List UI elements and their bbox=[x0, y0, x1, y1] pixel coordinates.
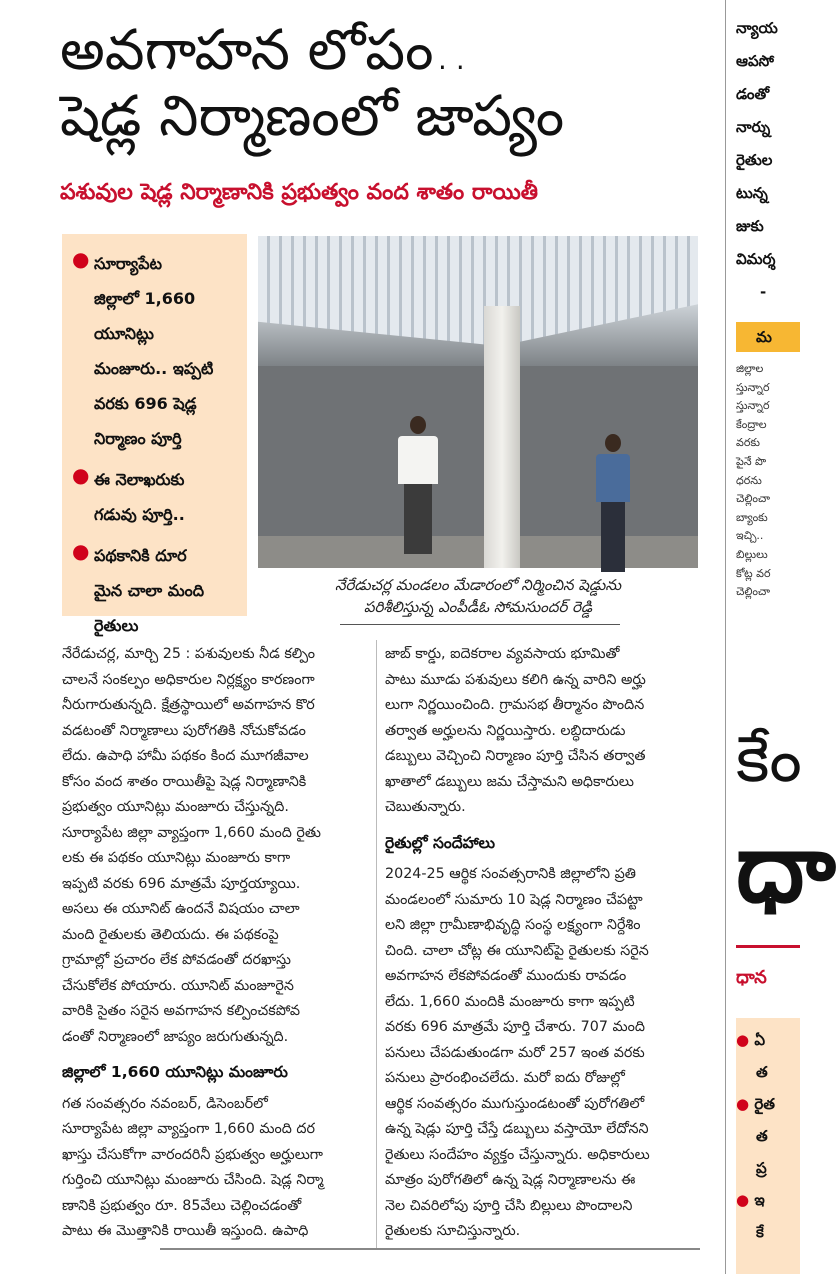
right-line: త bbox=[756, 1127, 768, 1145]
right-line: కేంద్రాల bbox=[736, 417, 767, 431]
shed-pillar bbox=[484, 306, 520, 568]
body-line: అవగాహన లేకపోవడంతో ముందుకు రావడం bbox=[385, 968, 627, 984]
headline-line-2: షెడ్ల నిర్మాణంలో జాప్యం bbox=[60, 84, 565, 149]
body-line: కోసం వంద శాతం రాయితీపై షెడ్ల నిర్మాణానికి bbox=[62, 773, 307, 790]
body-line: లకు ఈ పథకం యూనిట్లు మంజూరు కాగా bbox=[62, 850, 291, 866]
highlight-line: పథకానికి దూర bbox=[94, 546, 187, 565]
body-line: ప్రభుత్వం యూనిట్లు మంజూరు చేస్తున్నది. bbox=[62, 799, 289, 815]
highlight-line: జిల్లాలో 1,660 bbox=[94, 289, 196, 308]
right-list-item bbox=[736, 1024, 800, 1056]
body-line: ఆర్థిక సంవత్సరం ముగుస్తుండటంతో పురోగతిలో bbox=[385, 1095, 645, 1112]
highlight-line: వరకు 696 షెడ్ల bbox=[94, 394, 197, 413]
column-divider bbox=[376, 640, 377, 1250]
bullet-icon: ● bbox=[72, 247, 90, 271]
body-line: మండలంలో సుమారు 10 షెడ్ల నిర్మాణం చేపట్టా bbox=[385, 891, 643, 908]
body-line: పాటు ఈ మొత్తానికి రాయితీ ఇస్తుంది. ఉపాధి bbox=[62, 1223, 309, 1239]
body-line: రైతులు సందేహం వ్యక్తం చేస్తున్నారు. అధికారులు bbox=[385, 1146, 650, 1163]
bullet-icon: ● bbox=[736, 1191, 755, 1209]
right-line: ధరను bbox=[736, 473, 762, 487]
right-line: టున్న bbox=[736, 184, 768, 202]
right-line: పైనే పొ bbox=[736, 454, 767, 468]
person-figure bbox=[398, 416, 438, 556]
body-line: వరకు 696 మాత్రమే పూర్తి చేశారు. 707 మంది bbox=[385, 1019, 645, 1035]
highlight-item bbox=[72, 462, 241, 532]
right-line: స్తున్నార bbox=[736, 380, 770, 394]
highlight-line: మైన చాలా మంది bbox=[94, 581, 205, 600]
right-line: బ్యాంకు bbox=[736, 510, 768, 524]
right-line: ఏ bbox=[754, 1031, 765, 1049]
right-column-text bbox=[736, 12, 800, 309]
body-line: లేదు. 1,660 మందికి మంజూరు కాగా ఇప్పటి bbox=[385, 993, 635, 1010]
right-line: త bbox=[756, 1063, 768, 1081]
right-line: ఇచ్చి.. bbox=[736, 529, 764, 543]
right-red-heading: ధాన bbox=[736, 967, 767, 988]
bullet-icon: ● bbox=[736, 1031, 755, 1049]
right-line: కోట్ల వర bbox=[736, 566, 771, 580]
right-line: - bbox=[760, 283, 767, 301]
body-line: రైతులకు సూచిస్తున్నారు. bbox=[385, 1223, 521, 1239]
right-line: ప్ర bbox=[756, 1159, 767, 1177]
article-column-1 bbox=[62, 642, 368, 1245]
body-line: మాత్రం పురోగతిలో ఉన్న షెడ్ల నిర్మాణాలను ఈ bbox=[385, 1172, 636, 1188]
body-line: చెబుతున్నారు. bbox=[385, 799, 466, 815]
highlight-line: యూనిట్లు bbox=[94, 324, 154, 343]
body-line: 2024-25 ఆర్థిక సంవత్సరానికి జిల్లాలోని ప్రతి bbox=[385, 866, 636, 882]
body-line: ఉన్న షెడ్లు పూర్తి చేస్తే డబ్బులు వస్తాయో లేదోనని bbox=[385, 1121, 649, 1137]
highlight-line: గడువు పూర్తి.. bbox=[94, 505, 185, 524]
body-line: అసలు ఈ యూనిట్ ఉందనే విషయం చాలా bbox=[62, 901, 300, 917]
right-line: ఇ bbox=[754, 1191, 765, 1209]
body-line: పాటు మూడు పశువులు కలిగి ఉన్న వారిని అర్హు bbox=[385, 671, 646, 688]
body-line: చింది. చాలా చోట్ల ఈ యూనిట్‌పై రైతులకు సరైన bbox=[385, 942, 649, 959]
body-line: డంతో నిర్మాణంలో జాప్యం జరుగుతున్నది. bbox=[62, 1028, 289, 1045]
body-line: సూర్యాపేట జిల్లా వ్యాప్తంగా 1,660 మంది రైతు bbox=[62, 824, 321, 841]
body-line: ఖాస్తు చేసుకోగా వారందరినీ ప్రభుత్వం అర్హులుగా bbox=[62, 1146, 323, 1163]
right-line: నార్ను bbox=[736, 118, 771, 136]
shed-roof bbox=[258, 236, 698, 346]
body-line: పనులు ప్రారంభించలేదు. మరో ఐదు రోజుల్లో bbox=[385, 1070, 625, 1086]
body-line: చాలనే సంకల్పం అధికారుల నిర్లక్ష్యం కారణంగా bbox=[62, 671, 315, 688]
body-line: చేసుకోలేక పోయారు. యూనిట్ మంజూరైన bbox=[62, 977, 294, 994]
body-line: గ్రామాల్లో ప్రచారం లేక పోవడంతో దరఖాస్తు bbox=[62, 952, 291, 968]
body-line: గత సంవత్సరం నవంబర్, డిసెంబర్‌లో bbox=[62, 1095, 268, 1112]
highlight-line: మంజూరు.. ఇప్పటి bbox=[94, 359, 214, 378]
right-list-item bbox=[736, 1120, 800, 1152]
bullet-icon: ● bbox=[72, 539, 90, 563]
body-line: డబ్బులు వెచ్చించి నిర్మాణం పూర్తి చేసిన తర్వాత bbox=[385, 748, 646, 764]
right-column-divider bbox=[725, 0, 726, 1274]
body-line: లేదు. ఉపాధి హామీ పథకం కింద మూగజీవాల bbox=[62, 748, 309, 764]
body-line: లుగా నిర్ణయించింది. గ్రామసభ తీర్మానం పొందిన bbox=[385, 697, 645, 713]
body-line: ఇప్పటి వరకు 696 మాత్రమే పూర్తయ్యాయి. bbox=[62, 875, 301, 892]
body-line: నెల చివరిలోపు పూర్తి చేసి బిల్లులు పొందాలని bbox=[385, 1197, 633, 1214]
highlight-line: ఈ నెలాఖరుకు bbox=[94, 470, 185, 489]
right-list-item bbox=[736, 1056, 800, 1088]
section-heading: రైతుల్లో సందేహాలు bbox=[385, 833, 496, 852]
body-line: ఖాతాలో డబ్బులు జమ చేస్తామని అధికారులు bbox=[385, 773, 634, 790]
person-figure bbox=[596, 434, 630, 556]
right-line: డంతో bbox=[736, 85, 770, 103]
highlight-line: సూర్యాపేట bbox=[94, 254, 162, 273]
body-line: గుర్తించి యూనిట్లు మంజూరు చేసింది. షెడ్ల నిర్మా bbox=[62, 1172, 324, 1188]
right-list-item bbox=[736, 1184, 800, 1216]
highlight-line: నిర్మాణం పూర్తి bbox=[94, 429, 182, 448]
right-line: విమర్శ bbox=[736, 250, 776, 268]
body-line: నీరుగారుతున్నది. క్షేత్రస్థాయిలో అవగాహన కొర bbox=[62, 697, 315, 713]
headline-line-1: అవగాహన లోపం.. bbox=[60, 18, 470, 83]
headline bbox=[60, 18, 710, 150]
caption-line-1: నేరేడుచర్ల మండలం మేడారంలో నిర్మించిన షెడ్డును bbox=[334, 576, 622, 594]
caption-underline bbox=[340, 624, 620, 625]
right-highlight-list bbox=[736, 1024, 800, 1248]
right-big-headline-1: కేం bbox=[736, 723, 802, 797]
body-line: వారికి సైతం సరైన అవగాహన కల్పించకపోవ bbox=[62, 1003, 301, 1019]
right-section-box bbox=[736, 322, 800, 352]
body-line: ణానికి ప్రభుత్వం రూ. 85వేలు చెల్లించడంతో bbox=[62, 1197, 302, 1214]
subheadline: పశువుల షెడ్ల నిర్మాణానికి ప్రభుత్వం వంద శాతం రాయితీ bbox=[60, 180, 538, 205]
right-list-item bbox=[736, 1088, 800, 1120]
body-line: తర్వాత అర్హులను నిర్ణయిస్తారు. లబ్ధిదారుడు bbox=[385, 722, 626, 739]
body-line: పనులు చేపడుతుండగా మరో 257 ఇంత వరకు bbox=[385, 1044, 645, 1061]
highlight-line: రైతులు bbox=[94, 616, 139, 635]
bullet-icon: ● bbox=[72, 463, 90, 487]
right-list-item bbox=[736, 1152, 800, 1184]
photo-caption bbox=[258, 574, 698, 618]
caption-line-2: పరిశీలిస్తున్న ఎంపీడీఓ సోమసుందర్ రెడ్డి bbox=[363, 598, 593, 616]
right-line: బిల్లులు bbox=[736, 547, 768, 561]
bottom-divider bbox=[160, 1248, 700, 1250]
body-line: నేరేడుచర్ల, మార్చి 25 : పశువులకు నీడ కల్పిం bbox=[62, 646, 315, 662]
right-list-item bbox=[736, 1216, 800, 1248]
body-line: మంది రైతులకు తెలియదు. ఈ పథకంపై bbox=[62, 926, 279, 943]
article-column-2 bbox=[385, 642, 697, 1245]
right-line: చెల్లించా bbox=[736, 585, 771, 599]
body-line: వడటంతో నిర్మాణాలు పురోగతికి నోచుకోవడం bbox=[62, 722, 306, 739]
right-line: చెల్లించా bbox=[736, 492, 771, 506]
right-section-label: మ bbox=[756, 328, 772, 346]
bullet-icon: ● bbox=[736, 1095, 755, 1113]
shed-photo bbox=[258, 236, 698, 568]
right-line: రైతుల bbox=[736, 151, 773, 169]
section-heading: జిల్లాలో 1,660 యూనిట్లు మంజూరు bbox=[62, 1063, 288, 1081]
body-line: జాబ్ కార్డు, ఐదెకరాల వ్యవసాయ భూమితో bbox=[385, 646, 620, 662]
right-line: జుకు bbox=[736, 217, 764, 235]
right-red-rule bbox=[736, 945, 800, 948]
body-line: సూర్యాపేట జిల్లా వ్యాప్తంగా 1,660 మంది దర bbox=[62, 1121, 315, 1137]
right-line: జిల్లాల bbox=[736, 362, 764, 375]
right-big-headline-2: ధా bbox=[736, 812, 836, 924]
highlight-item bbox=[72, 246, 241, 456]
right-line: ఆపసో bbox=[736, 52, 774, 70]
right-line: వరకు bbox=[736, 436, 760, 450]
body-line: లని జిల్లా గ్రామీణాభివృద్ధి సంస్థ లక్ష్యంగా నిర్దేశిం bbox=[385, 917, 641, 933]
right-line: కే bbox=[756, 1223, 764, 1241]
right-column-small-text bbox=[736, 360, 800, 602]
right-line: స్తున్నార bbox=[736, 399, 770, 413]
highlight-item bbox=[72, 538, 241, 643]
right-line: న్యాయ bbox=[736, 19, 778, 37]
right-line: రైత bbox=[754, 1095, 775, 1113]
highlights-box bbox=[62, 234, 247, 635]
